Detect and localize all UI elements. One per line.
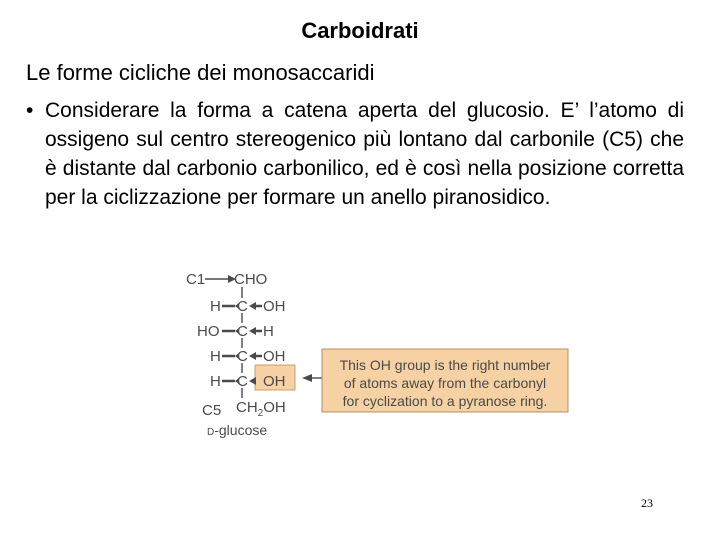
slide-title: Carboidrati [301,18,419,43]
callout-line-3: for cyclization to a pyranose ring. [342,393,548,409]
row3-center: C [237,348,248,365]
bottom-group-subscript: 2 [257,408,264,419]
fischer-projection-svg [170,262,590,442]
row4-center: C [237,373,248,390]
callout-line-1: This OH group is the right number [339,357,551,373]
c1-label: C1 [186,271,206,288]
bullet-point [26,96,684,212]
row1-right-wedge [249,302,256,310]
bullet-text: Considerare la forma a catena aperta del glucosio. E’ l’atomo di ossigeno sul centro stereogenico più lontano dal carbonile (C5) che è distante dal carbonio carbonilico, ed è così nella posizione corretta per la ciclizzazione per formare un anello piranosidico. [45,99,684,209]
row3-left: H [210,348,221,365]
slide-subtitle: Le forme cicliche dei monosaccaridi [26,60,375,85]
callout-arrow-head [302,374,312,382]
row2-right: H [263,323,274,340]
row4-right-wedge [249,377,256,385]
bottom-group-end: OH [263,399,286,416]
row2-left: HO [197,323,220,340]
row3-right: OH [263,348,286,365]
top-group: CHO [234,271,268,288]
glucose-fischer-figure [170,262,590,442]
row1-left: H [210,298,221,315]
bullet-icon: • [26,99,34,122]
row1-right: OH [263,298,286,315]
compound-name-rest: -glucose [214,422,268,438]
row1-center: C [237,298,248,315]
c5-label: C5 [202,402,222,419]
row4-right: OH [263,373,286,390]
row2-center: C [237,323,248,340]
row4-left: H [210,373,221,390]
row3-right-wedge [249,352,256,360]
compound-name [207,422,267,438]
bottom-group-main: CH [236,399,258,416]
compound-name-prefix: D [207,427,215,438]
row2-right-wedge [249,327,256,335]
page-number: 23 [641,496,653,510]
callout-line-2: of atoms away from the carbonyl [343,375,547,391]
bottom-group [236,399,286,419]
